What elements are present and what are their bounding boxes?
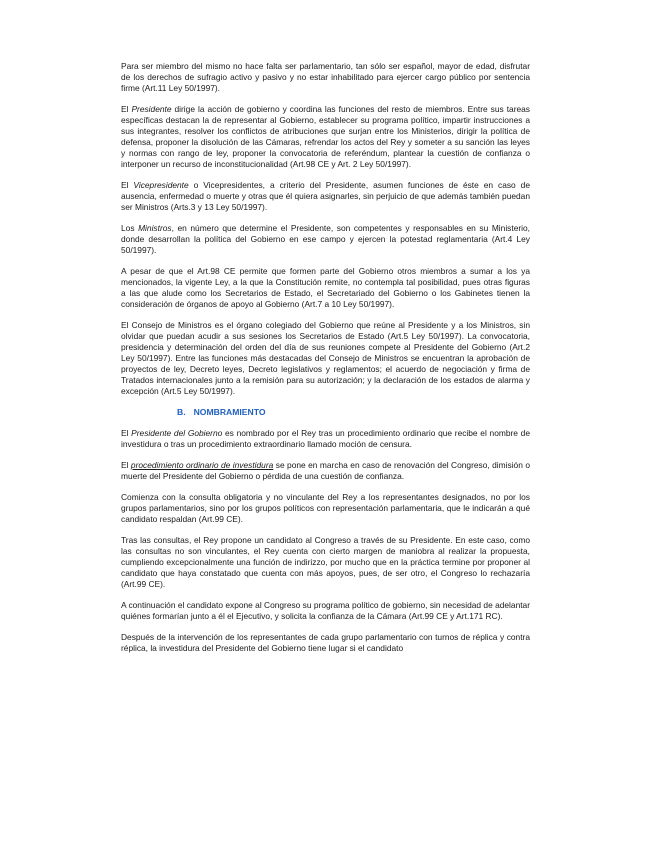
paragraph-text: A continuación el candidato expone al Congreso su programa político de gobierno, sin necesidad de adelantar quiénes formarían junto a él el Ejecutivo, y solicita la confianza de la Cámara (Art.99 CE y Art.171 RC).	[121, 600, 530, 621]
paragraph-membership	[121, 61, 530, 94]
paragraph-text: Comienza con la consulta obligatoria y no vinculante del Rey a los representantes designados, no por los grupos parlamentarios, sino por los grupos políticos con representación parlamentaria, que le indicarán a qué candidato respaldan (Art.99 CE).	[121, 492, 530, 524]
paragraph-emphasis: Vicepresidente	[133, 180, 189, 190]
paragraph-otros-miembros	[121, 266, 530, 310]
paragraph-emphasis: Presidente del Gobierno	[131, 428, 223, 438]
paragraph-consejo-ministros	[121, 320, 530, 397]
paragraph-intervencion	[121, 632, 530, 654]
paragraph-emphasis: procedimiento ordinario de investidura	[130, 460, 274, 470]
section-heading-nombramiento	[177, 407, 530, 418]
paragraph-text: El	[121, 428, 132, 438]
section-title: NOMBRAMIENTO	[193, 407, 266, 417]
paragraph-emphasis: Ministros	[138, 223, 172, 233]
paragraph-text: El	[121, 104, 132, 114]
document-page	[121, 61, 530, 664]
paragraph-programa	[121, 600, 530, 622]
paragraph-presidente	[121, 104, 530, 170]
paragraph-text: A pesar de que el Art.98 CE permite que formen parte del Gobierno otros miembros a sumar a los ya mencionados, la vigente Ley, a la que la Constitución remite, no contempla tal posibilidad, pues otras figuras a las que alude como los Secretarios de Estado, el Secretariado del Gobierno o los Gabinetes tienen la consideración de órganos de apoyo al Gobierno (Art.7 a 10 Ley 50/1997).	[121, 266, 530, 309]
paragraph-consulta	[121, 492, 530, 525]
paragraph-text: Tras las consultas, el Rey propone un candidato al Congreso a través de su Presidente. En este caso, como las consultas no son vinculantes, el Rey cuenta con cierto margen de maniobra al realizar la propuesta, cumpliendo excepcionalmente una función de indirizzo, por mucho que en la práctica termine por proponer al candidato que haya constatado que cuenta con más apoyos, pues, de ser otro, el Congreso lo rechazaría (Art.99 CE).	[121, 535, 530, 589]
paragraph-text: , en número que determine el Presidente, son competentes y responsables en su Ministerio, donde desarrollan la política del Gobierno en ese campo y ejercen la potestad reglamentaria (Art.4 Ley 50/1997).	[121, 223, 530, 255]
paragraph-text: Los	[121, 223, 139, 233]
paragraph-nombramiento-presidente	[121, 428, 530, 450]
paragraph-text: es nombrado por el Rey tras un procedimiento ordinario que recibe el nombre de investidura o tras un procedimiento extraordinario llamado moción de censura.	[121, 428, 530, 449]
section-letter: B.	[177, 407, 186, 417]
paragraph-text: Después de la intervención de los representantes de cada grupo parlamentario con turnos de réplica y contra réplica, la investidura del Presidente del Gobierno tiene lugar si el candidato	[121, 632, 530, 653]
paragraph-emphasis: Presidente	[131, 104, 172, 114]
paragraph-procedimiento-ordinario	[121, 460, 530, 482]
paragraph-text: dirige la acción de gobierno y coordina las funciones del resto de miembros. Entre sus tareas específicas destacan la de representar al Gobierno, establecer su programa político, impartir instrucciones a sus integrantes, resolver los conflictos de atribuciones que surjan entre los Ministerios, dirigir la política de defensa, proponer la disolución de las Cámaras, refrendar los actos del Rey y someter a su sanción las leyes y normas con rango de ley, proponer la convocatoria de referéndum, plantear la cuestión de confianza o interponer un recurso de inconstitucionalidad (Art.98 CE y Art. 2 Ley 50/1997).	[121, 104, 530, 169]
paragraph-text: se pone en marcha en caso de renovación del Congreso, dimisión o muerte del Presidente del Gobierno o pérdida de una cuestión de confianza.	[121, 460, 530, 481]
paragraph-text: o Vicepresidentes, a criterio del Presidente, asumen funciones de éste en caso de ausencia, enfermedad o muerte y otras que él quiera asignarles, sin perjuicio de que además también puedan ser Ministros (Arts.3 y 13 Ley 50/1997).	[121, 180, 530, 212]
paragraph-text: El	[121, 460, 131, 470]
paragraph-propuesta-candidato	[121, 535, 530, 590]
paragraph-text: Para ser miembro del mismo no hace falta ser parlamentario, tan sólo ser español, mayor de edad, disfrutar de los derechos de sufragio activo y pasivo y no estar inhabilitado para ejercer cargo público por sentencia firme (Art.11 Ley 50/1997).	[121, 61, 530, 93]
paragraph-vicepresidente	[121, 180, 530, 213]
paragraph-ministros	[121, 223, 530, 256]
paragraph-text: El	[121, 180, 134, 190]
paragraph-text: El Consejo de Ministros es el órgano colegiado del Gobierno que reúne al Presidente y a los Ministros, sin olvidar que puedan acudir a sus sesiones los Secretarios de Estado (Art.5 Ley 50/1997). La convocatoria, presidencia y determinación del orden del día de sus reuniones compete al Presidente del Gobierno (Art.2 Ley 50/1997). Entre las funciones más destacadas del Consejo de Ministros se encuentran la aprobación de proyectos de ley, Decreto leyes, Decreto legislativos y reglamentos; el acuerdo de negociación y firma de Tratados internacionales junto a la remisión para su autorización; y la declaración de los estados de alarma y excepción (Art.5 Ley 50/1997).	[121, 320, 530, 396]
